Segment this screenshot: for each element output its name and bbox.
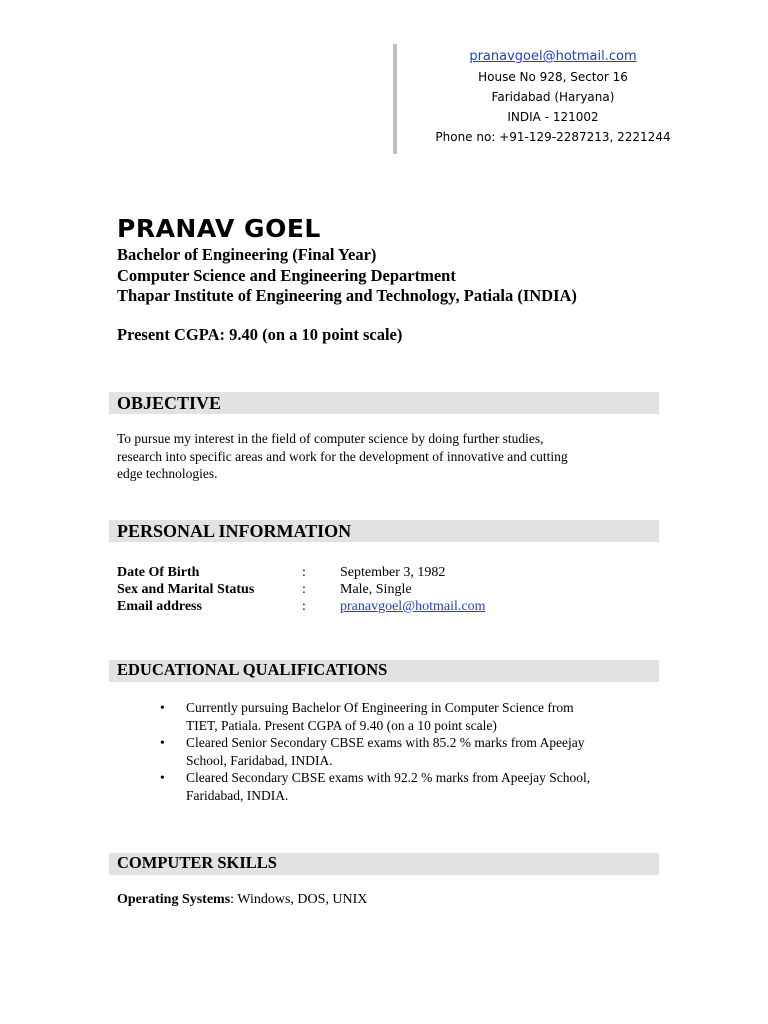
objective-text (117, 430, 652, 483)
info-colon: : (302, 582, 306, 597)
personal-heading: PERSONAL INFORMATION (117, 521, 352, 541)
department: Computer Science and Engineering Department (117, 265, 456, 285)
bullet-icon: • (160, 700, 165, 715)
skills-heading: COMPUTER SKILLS (117, 853, 277, 872)
skills-section-header (109, 853, 659, 875)
contact-divider (393, 44, 397, 154)
objective-line: edge technologies. (117, 466, 218, 481)
info-label: Sex and Marital Status (117, 582, 255, 597)
list-item-line: Faridabad, INDIA. (186, 787, 289, 803)
list-item-line: Cleared Senior Secondary CBSE exams with 85.2 % marks from Apeejay (186, 735, 585, 750)
address-line-1: House No 928, Sector 16 (478, 70, 628, 84)
institute: Thapar Institute of Engineering and Technology, Patiala (INDIA) (117, 286, 577, 305)
info-colon: : (302, 599, 306, 614)
personal-section-header (109, 520, 659, 542)
info-value: Male, Single (340, 582, 412, 597)
education-list (160, 699, 660, 804)
bullet-icon: • (160, 735, 165, 750)
list-item (160, 699, 660, 734)
operating-systems-line (117, 892, 367, 908)
candidate-name: PRANAV GOEL (117, 214, 321, 243)
email-link[interactable]: pranavgoel@hotmail.com (340, 599, 486, 614)
degree-title: Bachelor of Engineering (Final Year) (117, 245, 377, 264)
list-item (160, 734, 660, 769)
info-colon: : (302, 565, 306, 580)
info-label: Date Of Birth (117, 565, 200, 580)
education-section-header (109, 660, 659, 682)
list-item-line: TIET, Patiala. Present CGPA of 9.40 (on a 10 point scale) (186, 717, 497, 733)
cgpa: Present CGPA: 9.40 (on a 10 point scale) (117, 325, 403, 344)
degree-block (117, 245, 577, 307)
objective-heading: OBJECTIVE (117, 393, 222, 413)
personal-info-table (117, 564, 485, 615)
list-item-line: Currently pursuing Bachelor Of Engineering in Computer Science from (186, 700, 574, 715)
list-item (160, 769, 660, 804)
info-row-dob (117, 564, 485, 581)
contact-block (408, 46, 698, 147)
info-row-email (117, 598, 485, 615)
address-line-3: INDIA - 121002 (507, 110, 599, 124)
contact-email-link[interactable]: pranavgoel@hotmail.com (469, 49, 637, 64)
info-row-sex-marital (117, 581, 485, 598)
bullet-icon: • (160, 770, 165, 785)
objective-line: research into specific areas and work for the development of innovative and cutting (117, 448, 568, 464)
objective-section-header (109, 392, 659, 414)
objective-line: To pursue my interest in the field of computer science by doing further studies, (117, 431, 544, 446)
list-item-line: School, Faridabad, INDIA. (186, 752, 333, 768)
list-item-line: Cleared Secondary CBSE exams with 92.2 % marks from Apeejay School, (186, 770, 591, 785)
phone-number: Phone no: +91-129-2287213, 2221244 (435, 130, 671, 144)
address-line-2: Faridabad (Haryana) (491, 90, 615, 104)
os-value: : Windows, DOS, UNIX (230, 892, 368, 907)
info-value: September 3, 1982 (340, 565, 446, 580)
os-label: Operating Systems (117, 892, 231, 907)
education-heading: EDUCATIONAL QUALIFICATIONS (117, 660, 388, 679)
info-label: Email address (117, 599, 202, 614)
